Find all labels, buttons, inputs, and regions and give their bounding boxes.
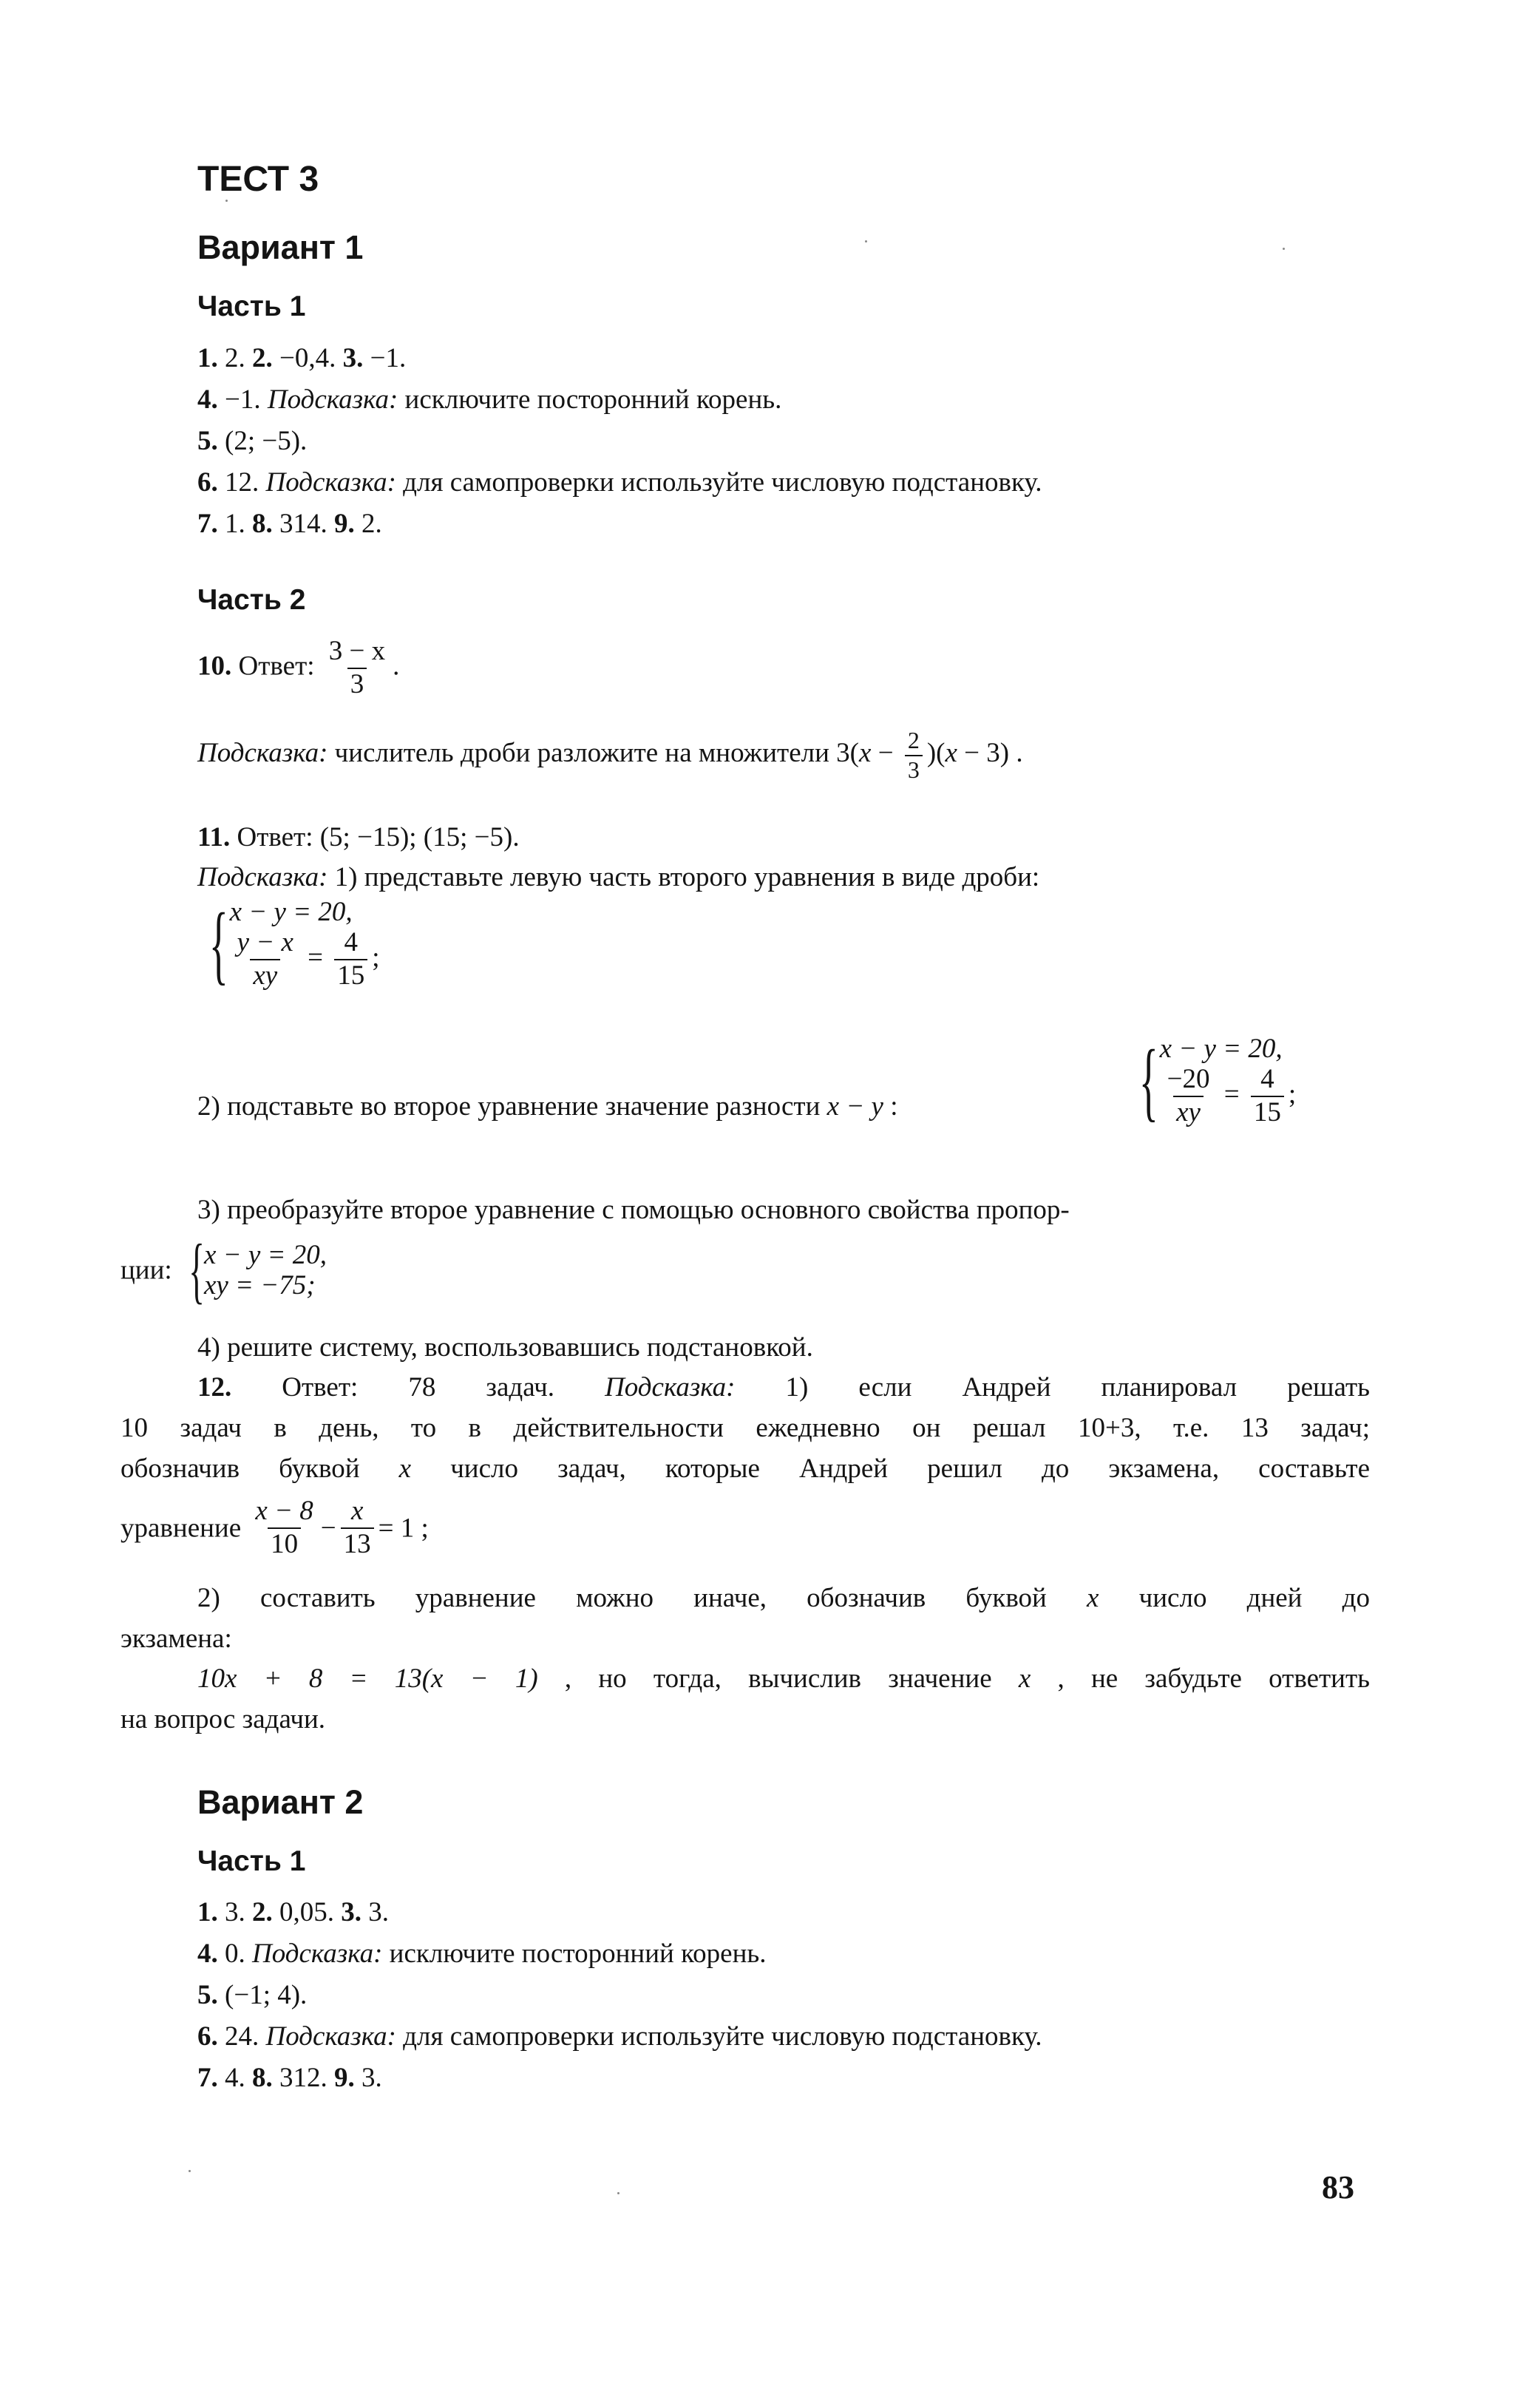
v1-answer-11: 11. Ответ: (5; −15); (15; −5). [197, 822, 520, 852]
scan-speck [865, 240, 867, 243]
v1-q12-line3: обозначив буквой x число задач, которые Андрей решил до экзамена, составьте [120, 1454, 1371, 1484]
v1-answer-4: 4. −1. Подсказка: исключите посторонний корень. [197, 384, 782, 415]
v1-hint-10: Подсказка: числитель дроби разложите на множители 3(x − $\frac{2}{3}$ )(x − 3) . [197, 727, 1023, 783]
variant1-title: Вариант 1 [197, 228, 364, 266]
v1-q12-line2: 10 задач в день, то в действительности ежедневно он решал 10+3, т.е. 13 задач; [120, 1413, 1370, 1443]
v1-q12-line8: на вопрос задачи. [120, 1704, 326, 1734]
v1-q12-line6: экзамена: [120, 1624, 232, 1654]
v1-answer-10: 10. Ответ: $\frac{3 - x}{3}$ . [197, 636, 400, 699]
v1-answer-6: 6. 12. Подсказка: для самопроверки используйте числовую подстановку. [197, 467, 1042, 498]
variant1-part1-title: Часть 1 [197, 291, 306, 322]
v1-hint-11-step2: 2) подставьте во второе уравнение значение разности x − y : [197, 1091, 898, 1122]
page-number: 83 [1322, 2169, 1354, 2205]
scan-speck [617, 2192, 619, 2194]
system-1: { x − y = 20, $\frac{y - x}{xy}$ = $\frac{4}{15}$ ; [208, 895, 380, 994]
variant2-part1-title: Часть 1 [197, 1845, 306, 1877]
v1-hint-11-step3: 3) преобразуйте второе уравнение с помощью основного свойства пропор- [197, 1195, 1070, 1225]
scan-speck [189, 2170, 191, 2172]
v1-q12-line7: 10x + 8 = 13(x − 1) , но тогда, вычислив значение x , не забудьте ответить [197, 1663, 1371, 1694]
v1-answer-12: 12. Ответ: 78 задач. Подсказка: 1) если Андрей планировал решать [197, 1372, 1370, 1403]
v2-answers-1-3: 1. 3. 2. 0,05. 3. 3. [197, 1897, 389, 1927]
v1-hint-11-step3-system: ции: { x − y = 20, xy = −75; [120, 1229, 327, 1311]
v1-answers-1-3: 1. 2. 2. −0,4. 3. −1. [197, 343, 407, 373]
v1-hint-11-step1: Подсказка: 1) представьте левую часть второго уравнения в виде дроби: [197, 862, 1040, 892]
variant2-title: Вариант 2 [197, 1783, 364, 1821]
variant1-part2-title: Часть 2 [197, 584, 306, 616]
system-2: { x − y = 20, $\frac{-20}{xy}$ = $\frac{4}{15}$ ; [1138, 1031, 1297, 1130]
v2-answer-5: 5. (−1; 4). [197, 1980, 308, 2010]
v1-answer-5: 5. (2; −5). [197, 426, 308, 456]
test-title: ТЕСТ 3 [197, 160, 319, 199]
scan-speck [1283, 248, 1285, 250]
scan-speck [225, 200, 228, 202]
v1-hint-11-step4: 4) решите систему, воспользовавшись подстановкой. [197, 1332, 813, 1363]
v2-answers-7-9: 7. 4. 8. 312. 9. 3. [197, 2063, 382, 2093]
v2-answer-4: 4. 0. Подсказка: исключите посторонний корень. [197, 1939, 767, 1969]
v2-answer-6: 6. 24. Подсказка: для самопроверки используйте числовую подстановку. [197, 2021, 1042, 2052]
v1-q12-equation: уравнение $\frac{x - 8}{10}$ − $\frac{x}{13}$ = 1 ; [120, 1496, 429, 1559]
v1-answers-7-9: 7. 1. 8. 314. 9. 2. [197, 509, 382, 539]
fraction: $\frac{3 - x}{3}$ [328, 636, 386, 699]
v1-q12-line5: 2) составить уравнение можно иначе, обозначив буквой x число дней до [197, 1583, 1370, 1613]
